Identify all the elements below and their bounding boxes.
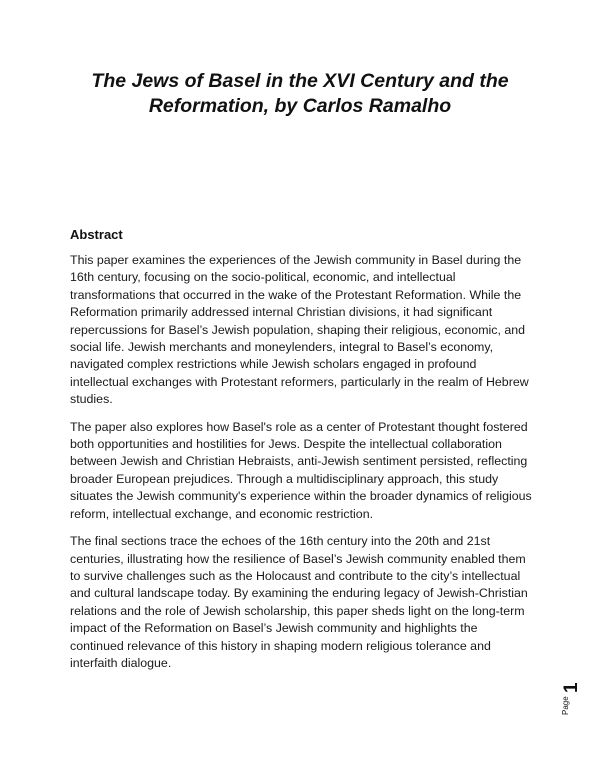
abstract-heading: Abstract [70, 227, 123, 242]
page-number: 1 [561, 682, 582, 693]
paper-title: The Jews of Basel in the XVI Century and the Reformation, by Carlos Ramalho [91, 70, 509, 117]
page-label: Page [561, 696, 570, 715]
abstract-paragraph-2: The paper also explores how Basel's role as a center of Protestant thought fostered both opportunities and hostilities for Jews. Despite the intellectual collaboration between Jewish and Christian Hebraists, anti-Jewish sentiment persisted, reflecting broader European prejudices. Through a multidisciplinary approach, this study situates the Jewish community's experience within the broader dynamics of religious reform, intellectual exchange, and economic restriction. [70, 419, 532, 521]
page-number-marker [560, 665, 580, 715]
abstract-paragraph-3: The final sections trace the echoes of the 16th century into the 20th and 21st centuries, illustrating how the resilience of Basel’s Jewish community enabled them to survive challenges such as the Holocaust and contribute to the city’s intellectual and cultural landscape today. By examining the enduring legacy of Jewish-Christian relations and the role of Jewish scholarship, this paper sheds light on the long-term impact of the Reformation on Basel’s Jewish community and highlights the continued relevance of this history in shaping modern religious tolerance and interfaith dialogue. [70, 534, 528, 670]
abstract-section [70, 226, 532, 682]
abstract-paragraph-1: This paper examines the experiences of the Jewish community in Basel during the 16th century, focusing on the socio-political, economic, and intellectual transformations that occurred in the wake of the Protestant Reformation. While the Reformation primarily addressed internal Christian divisions, it had significant repercussions for Basel’s Jewish population, shaping their religious, economic, and social life. Jewish merchants and moneylenders, integral to Basel’s economy, navigated complex restrictions while Jewish scholars engaged in profound intellectual exchanges with Protestant reformers, particularly in the realm of Hebrew studies. [70, 253, 529, 407]
